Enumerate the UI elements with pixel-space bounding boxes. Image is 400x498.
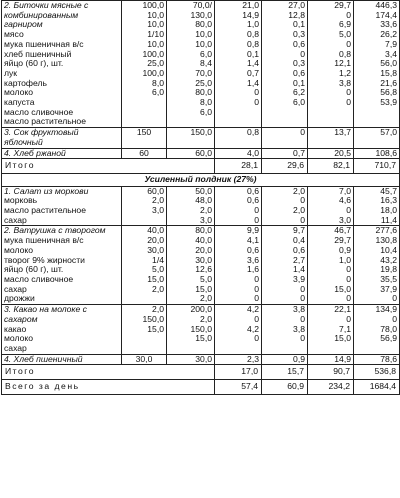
fat-cell <box>262 354 308 365</box>
net-value: 150,0 <box>190 127 212 138</box>
gross-cell <box>122 354 167 365</box>
net-value: 60,0 <box>195 148 212 158</box>
gross-cell <box>122 305 167 355</box>
carbs-cell <box>308 354 354 365</box>
dish-cell <box>2 1 122 128</box>
dish-row <box>2 186 400 226</box>
net-value: 200,0 <box>190 304 212 315</box>
fat-value: 0 <box>300 127 305 138</box>
total-fat: 60,9 <box>262 380 308 395</box>
kcal-value: 446,3 <box>375 0 397 10</box>
kcal-ingredient-values: 174,4 33,6 26,2 7,9 3,4 56,0 15,8 21,6 56,8 53,9 <box>375 9 397 108</box>
total-row <box>2 365 400 380</box>
gross-cell <box>122 148 167 159</box>
protein-value: 9,9 <box>247 225 259 236</box>
net-cell <box>167 148 215 159</box>
dish-row <box>2 148 400 159</box>
net-cell <box>167 186 215 226</box>
kcal-value: 57,0 <box>380 127 397 138</box>
protein-value: 21,0 <box>242 0 259 10</box>
dish-title: 1. Салат из моркови <box>4 186 89 196</box>
protein-value: 0,8 <box>247 127 259 138</box>
total-fat: 29,6 <box>262 159 308 174</box>
kcal-value: 45,7 <box>380 186 397 196</box>
kcal-cell <box>354 354 400 365</box>
dish-title: 4. Хлеб ржаной <box>4 148 66 158</box>
fat-value: 0,9 <box>293 354 305 364</box>
total-kcal: 710,7 <box>354 159 400 174</box>
net-ingredient-values: 2,0 150,0 15,0 <box>190 313 212 344</box>
dish-cell <box>2 226 122 305</box>
fat-ingredient-values: 0 3,8 0 <box>293 313 305 344</box>
total-label: Итого <box>2 159 215 174</box>
net-ingredient-values: 40,0 20,0 30,0 12,6 5,0 15,0 2,0 <box>195 235 212 304</box>
dish-row <box>2 305 400 355</box>
dish-title: 4. Хлеб пшеничный <box>4 354 83 364</box>
dish-cell <box>2 305 122 355</box>
fat-cell <box>262 226 308 305</box>
fat-cell <box>262 186 308 226</box>
dish-cell <box>2 148 122 159</box>
kcal-cell <box>354 148 400 159</box>
fat-ingredient-values: 0 2,0 0 <box>293 195 305 225</box>
gross-ingredient-values: 100,0 10,0 10,0 1/10 10,0 100,0 25,0 100,0 8,0 6,0 <box>142 0 164 98</box>
protein-cell <box>215 354 262 365</box>
protein-cell <box>215 305 262 355</box>
kcal-cell <box>354 226 400 305</box>
carbs-ingredient-values: 4,6 0 3,0 <box>339 195 351 225</box>
kcal-ingredient-values: 0 78,0 56,9 <box>380 313 397 344</box>
ingredient-names: морковь масло растительное сахар <box>4 195 86 225</box>
fat-cell <box>262 305 308 355</box>
fat-value: 2,0 <box>293 186 305 196</box>
net-value: 70,0/ 130,0 <box>190 0 212 20</box>
kcal-ingredient-values: 130,8 10,4 43,2 19,8 35,5 37,9 0 <box>375 235 397 304</box>
fat-cell <box>262 148 308 159</box>
total-carbs: 234,2 <box>308 380 354 395</box>
carbs-value: 14,9 <box>334 354 351 364</box>
carbs-cell <box>308 226 354 305</box>
total-label: Всего за день <box>2 380 215 395</box>
total-label: Итого <box>2 365 215 380</box>
carbs-cell <box>308 305 354 355</box>
gross-ingredient-values: 60,0 2,0 3,0 <box>147 186 164 216</box>
table-body <box>2 1 400 395</box>
section-header-row <box>2 173 400 186</box>
carbs-cell <box>308 148 354 159</box>
protein-cell <box>215 148 262 159</box>
total-fat: 15,7 <box>262 365 308 380</box>
gross-ingredient-values: 2,0 150,0 15,0 <box>142 304 164 334</box>
fat-value: 3,8 <box>293 304 305 315</box>
net-cell <box>167 354 215 365</box>
gross-cell <box>122 186 167 226</box>
carbs-value: 20,5 <box>334 148 351 158</box>
dish-title: 2. Биточки мясные с комбинированным гарниром <box>4 0 89 30</box>
ingredient-names: мясо мука пшеничная в/с хлеб пшеничный яйцо (60 г), шт. лук картофель молоко капуста масло сливочное масло растительное <box>4 29 86 127</box>
protein-value: 4,2 <box>247 304 259 315</box>
carbs-value: 22,1 <box>334 304 351 315</box>
kcal-value: 78,6 <box>380 354 397 364</box>
fat-cell <box>262 128 308 148</box>
total-carbs: 90,7 <box>308 365 354 380</box>
net-value: 80,0 <box>195 225 212 236</box>
dish-cell <box>2 354 122 365</box>
protein-cell <box>215 1 262 128</box>
gross-cell <box>122 1 167 128</box>
carbs-value: 46,7 <box>334 225 351 236</box>
carbs-ingredient-values: 0 7,1 15,0 <box>334 313 351 344</box>
net-cell <box>167 1 215 128</box>
fat-value: 0,7 <box>293 148 305 158</box>
kcal-cell <box>354 186 400 226</box>
protein-cell <box>215 226 262 305</box>
protein-cell <box>215 128 262 148</box>
fat-value: 9,7 <box>293 225 305 236</box>
fat-ingredient-values: 0,4 0,6 2,7 1,4 3,9 0 0 <box>293 235 305 304</box>
dish-row <box>2 1 400 128</box>
dish-row <box>2 226 400 305</box>
menu-table <box>1 0 400 395</box>
dish-row <box>2 354 400 365</box>
gross-ingredient-values: 40,0 20,0 30,0 1/4 5,0 15,0 2,0 <box>147 225 164 294</box>
dish-cell <box>2 128 122 148</box>
total-kcal: 1684,4 <box>354 380 400 395</box>
dish-row <box>2 128 400 148</box>
total-kcal: 536,8 <box>354 365 400 380</box>
dish-title: 2. Ватрушка с творогом <box>4 225 106 236</box>
net-value: 30,0 <box>195 354 212 364</box>
kcal-value: 108,6 <box>375 148 397 158</box>
gross-value: 30,0 <box>135 354 153 364</box>
protein-ingredient-values: 0 4,2 0 <box>247 313 259 344</box>
fat-value: 27,0 <box>288 0 305 10</box>
kcal-cell <box>354 128 400 148</box>
carbs-cell <box>308 1 354 128</box>
fat-ingredient-values: 12,8 0,1 0,3 0,6 0 0,3 0,6 0,1 6,2 6,0 <box>288 9 305 108</box>
kcal-cell <box>354 1 400 128</box>
total-row <box>2 159 400 174</box>
carbs-cell <box>308 186 354 226</box>
total-row <box>2 380 400 395</box>
net-cell <box>167 226 215 305</box>
net-value: 50,0 <box>195 186 212 196</box>
protein-value: 4,0 <box>247 148 259 158</box>
dish-title: 3. Какао на молоке с сахаром <box>4 304 87 324</box>
protein-ingredient-values: 4,1 0,6 3,6 1,6 0 0 0 <box>247 235 259 304</box>
protein-ingredient-values: 0,6 0 0 <box>247 195 259 225</box>
carbs-ingredient-values: 29,7 0,9 1,0 0 0 15,0 0 <box>334 235 351 304</box>
dish-title: 3. Сок фруктовый яблочный <box>4 127 79 147</box>
total-carbs: 82,1 <box>308 159 354 174</box>
net-cell <box>167 128 215 148</box>
dish-cell <box>2 186 122 226</box>
kcal-value: 277,6 <box>375 225 397 236</box>
ingredient-names: какао молоко сахар <box>4 323 34 353</box>
ingredient-names: мука пшеничная в/с молоко творог 9% жирности яйцо (60 г), шт. масло сливочное сахар дрожжи <box>4 235 85 304</box>
kcal-ingredient-values: 16,3 18,0 11,4 <box>380 195 397 225</box>
carbs-cell <box>308 128 354 148</box>
kcal-value: 134,9 <box>375 304 397 315</box>
protein-value: 0,6 <box>247 186 259 196</box>
gross-value: 60 <box>139 148 149 158</box>
total-protein: 57,4 <box>215 380 262 395</box>
carbs-value: 13,7 <box>334 127 351 138</box>
gross-cell <box>122 128 167 148</box>
protein-value: 2,3 <box>247 354 259 364</box>
gross-value: 150 <box>136 127 152 138</box>
carbs-value: 7,0 <box>339 186 351 196</box>
section-title: Усиленный полдник (27%) <box>2 173 400 186</box>
total-protein: 17,0 <box>215 365 262 380</box>
gross-cell <box>122 226 167 305</box>
kcal-cell <box>354 305 400 355</box>
net-ingredient-values: 80,0 10,0 10,0 6,0 8,4 70,0 25,0 80,0 8,0 6,0 <box>195 19 212 117</box>
net-cell <box>167 305 215 355</box>
carbs-ingredient-values: 0 6,9 5,0 0 0,8 12,1 1,2 3,8 0 0 <box>334 9 351 108</box>
total-protein: 28,1 <box>215 159 262 174</box>
fat-cell <box>262 1 308 128</box>
protein-cell <box>215 186 262 226</box>
net-ingredient-values: 48,0 2,0 3,0 <box>195 195 212 225</box>
carbs-value: 29,7 <box>334 0 351 10</box>
protein-ingredient-values: 14,9 1,0 0,8 0,8 0,1 1,4 0,7 1,4 0 0 <box>242 9 259 108</box>
